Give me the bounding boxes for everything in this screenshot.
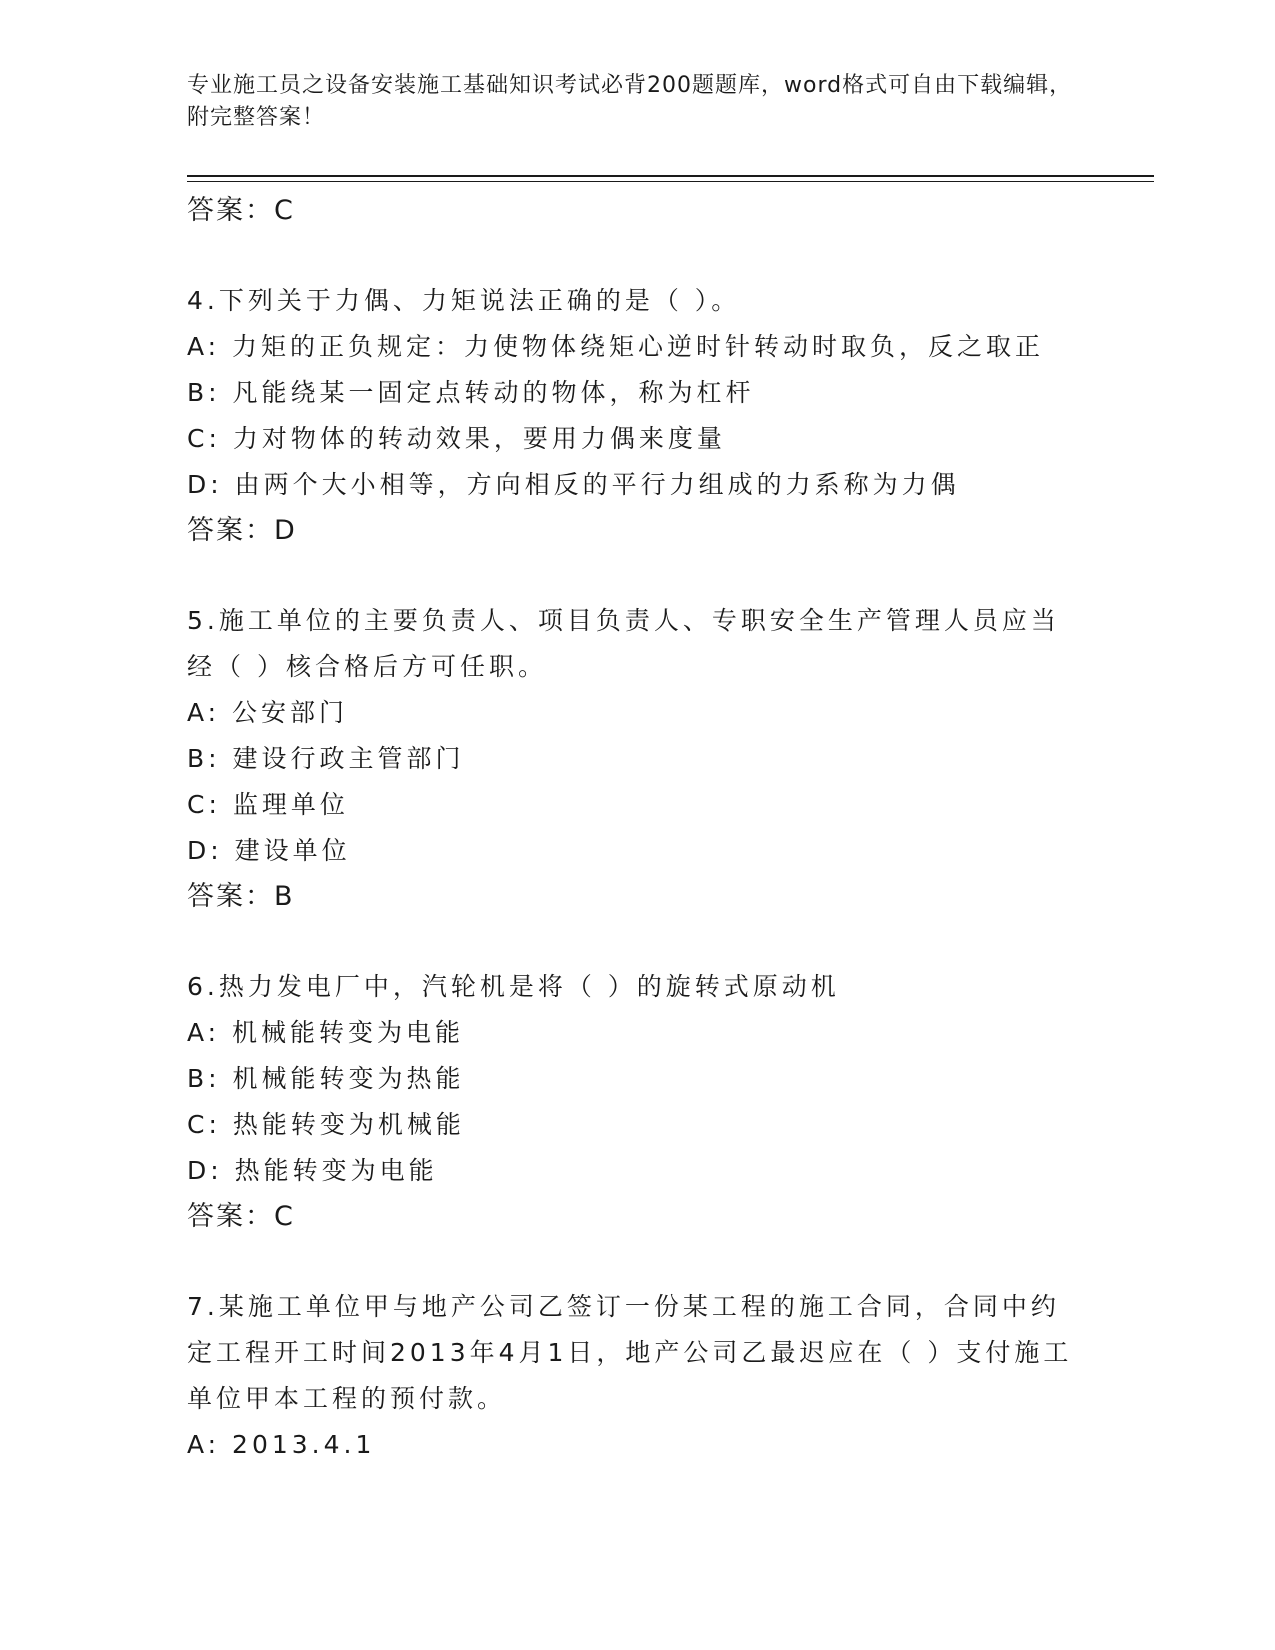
header-divider-thick [187,175,1154,177]
option-c: C: 热能转变为机械能 [187,1110,465,1139]
question-block [187,278,1087,554]
option-b: B: 凡能绕某一固定点转动的物体，称为杠杆 [187,378,755,407]
answer-line: 答案：C [187,1201,295,1232]
answer-line: 答案：C [187,195,295,226]
option-a: A: 机械能转变为电能 [187,1018,465,1047]
question-block [187,1284,1087,1468]
question-block [187,964,1087,1240]
option-d: D: 建设单位 [187,836,351,865]
question-block [187,598,1087,920]
option-a: A: 公安部门 [187,698,349,727]
option-b: B: 建设行政主管部门 [187,744,465,773]
page-header: 专业施工员之设备安装施工基础知识考试必背200题题库，word格式可自由下载编辑，附完整答案！ [187,73,1073,130]
question-text: 4.下列关于力偶、力矩说法正确的是（ ）。 [187,286,741,315]
option-d: D: 热能转变为电能 [187,1156,438,1185]
option-a: A: 2013.4.1 [187,1430,376,1459]
question-text: 6.热力发电厂中，汽轮机是将（ ）的旋转式原动机 [187,972,840,1001]
question-text: 7.某施工单位甲与地产公司乙签订一份某工程的施工合同，合同中约定工程开工时间2013年4月1日，地产公司乙最迟应在（ ）支付施工单位甲本工程的预付款。 [187,1292,1073,1413]
answer-line: 答案：B [187,881,295,912]
option-b: B: 机械能转变为热能 [187,1064,465,1093]
option-a: A: 力矩的正负规定：力使物体绕矩心逆时针转动时取负，反之取正 [187,332,1045,361]
option-c: C: 监理单位 [187,790,349,819]
header-divider-thin [187,181,1154,182]
answer-line: 答案：D [187,515,297,546]
document-body [187,188,1087,1468]
option-c: C: 力对物体的转动效果，要用力偶来度量 [187,424,726,453]
option-d: D: 由两个大小相等，方向相反的平行力组成的力系称为力偶 [187,470,960,499]
question-text: 5.施工单位的主要负责人、项目负责人、专职安全生产管理人员应当经（ ）核合格后方可任职。 [187,606,1060,681]
